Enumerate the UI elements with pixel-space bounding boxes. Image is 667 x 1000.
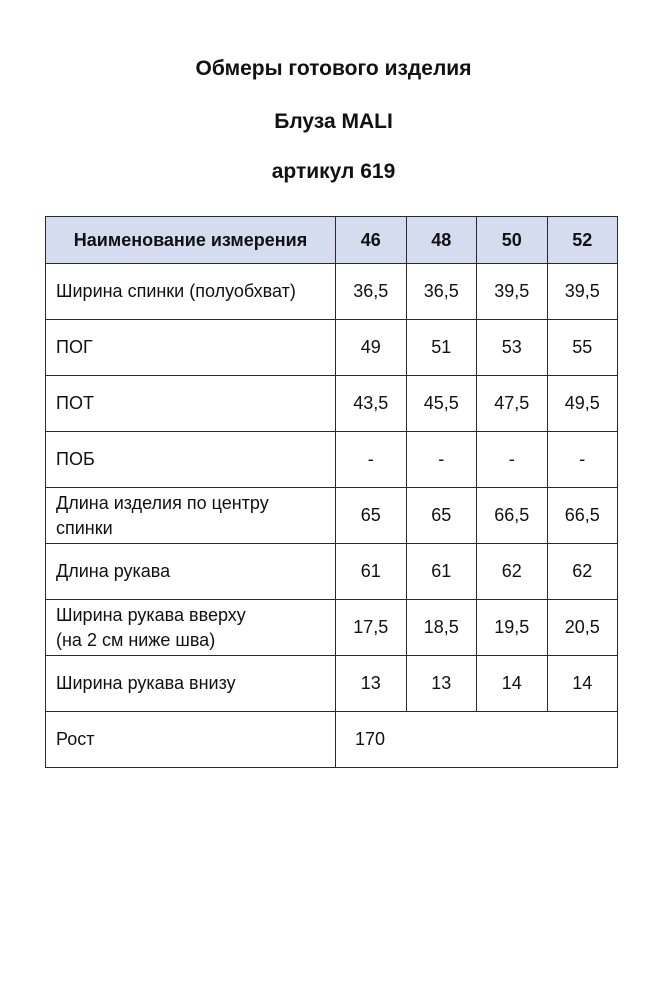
measurement-value: 66,5	[547, 488, 618, 544]
measurement-value: 61	[406, 544, 477, 600]
height-label: Рост	[46, 712, 336, 768]
measurement-name	[46, 600, 336, 656]
measurement-name-line: Длина рукава	[56, 561, 171, 581]
measurement-value: 45,5	[406, 376, 477, 432]
product-name: Блуза MALI	[274, 110, 393, 133]
measurement-name-line: ПОТ	[56, 393, 94, 413]
height-value: 170	[336, 712, 618, 768]
measurement-value: 66,5	[477, 488, 548, 544]
table-row	[46, 432, 618, 488]
table-row	[46, 600, 618, 656]
measurement-name	[46, 656, 336, 712]
measurement-value: 39,5	[547, 264, 618, 320]
measurement-value: 43,5	[336, 376, 407, 432]
header-measurement-name: Наименование измерения	[46, 217, 336, 264]
measurement-name-line: ПОБ	[56, 449, 95, 469]
measurement-value: 14	[547, 656, 618, 712]
table-row	[46, 376, 618, 432]
table-row	[46, 544, 618, 600]
measurement-value: 65	[336, 488, 407, 544]
measurement-value: 49,5	[547, 376, 618, 432]
measurement-value: 55	[547, 320, 618, 376]
measurement-value: 51	[406, 320, 477, 376]
measurement-name-line: Длина изделия по центру	[56, 492, 269, 513]
measurement-value: 13	[406, 656, 477, 712]
measurement-value: 19,5	[477, 600, 548, 656]
table-row	[46, 264, 618, 320]
measurement-name-line: Ширина рукава вверху	[56, 604, 246, 625]
height-row	[46, 712, 618, 768]
measurement-name-line: ПОГ	[56, 337, 93, 357]
measurement-name	[46, 488, 336, 544]
measurement-value: -	[547, 432, 618, 488]
measurement-value: 36,5	[406, 264, 477, 320]
measurement-value: 39,5	[477, 264, 548, 320]
measurement-value: 49	[336, 320, 407, 376]
header-size: 52	[547, 217, 618, 264]
measurement-value: 18,5	[406, 600, 477, 656]
table-row	[46, 656, 618, 712]
article-number: артикул 619	[271, 160, 396, 183]
measurement-value: -	[336, 432, 407, 488]
measurement-value: 62	[547, 544, 618, 600]
measurement-value: 53	[477, 320, 548, 376]
measurement-value: 13	[336, 656, 407, 712]
header-size: 46	[336, 217, 407, 264]
measurement-value: -	[477, 432, 548, 488]
measurement-name-line: спинки	[56, 517, 113, 538]
measurement-value: 17,5	[336, 600, 407, 656]
measurement-name-line: (на 2 см ниже шва)	[56, 629, 216, 650]
measurement-value: 20,5	[547, 600, 618, 656]
measurement-value: 14	[477, 656, 548, 712]
measurement-name-line: Ширина рукава внизу	[56, 673, 236, 693]
measurement-name	[46, 320, 336, 376]
measurement-name	[46, 264, 336, 320]
document-title: Обмеры готового изделия	[195, 57, 472, 80]
measurement-value: 65	[406, 488, 477, 544]
measurement-value: -	[406, 432, 477, 488]
header-size: 48	[406, 217, 477, 264]
measurement-value: 62	[477, 544, 548, 600]
measurement-name	[46, 376, 336, 432]
measurement-name	[46, 544, 336, 600]
table-header-row	[46, 217, 618, 264]
measurement-value: 36,5	[336, 264, 407, 320]
measurement-name-line: Ширина спинки (полуобхват)	[56, 281, 296, 301]
measurements-table	[45, 216, 618, 768]
measurement-value: 61	[336, 544, 407, 600]
measurement-value: 47,5	[477, 376, 548, 432]
measurement-name	[46, 432, 336, 488]
header-size: 50	[477, 217, 548, 264]
table-row	[46, 488, 618, 544]
table-row	[46, 320, 618, 376]
